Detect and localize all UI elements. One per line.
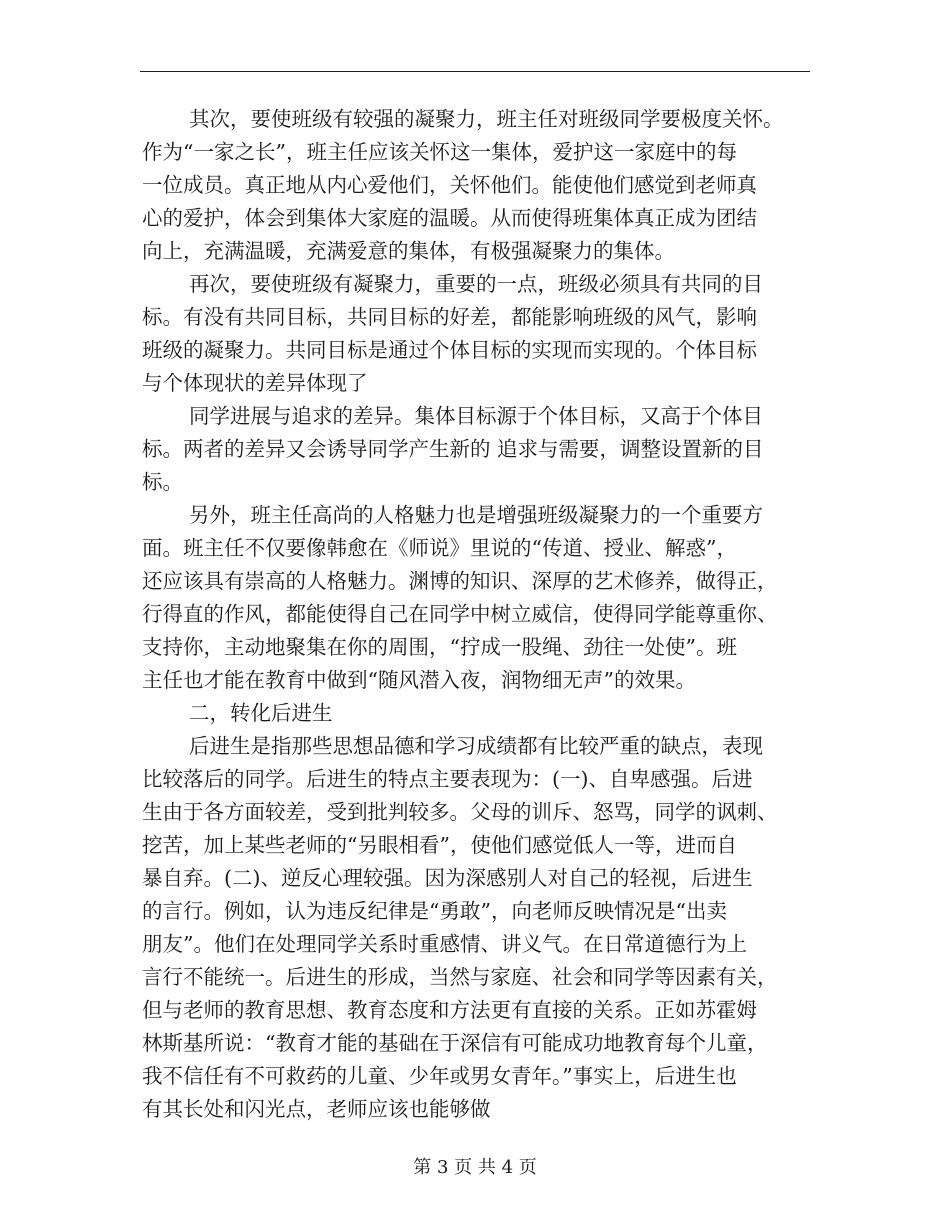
text-line: 再次，要使班级有凝聚力，重要的一点，班级必须具有共同的目: [189, 272, 763, 296]
text-line: 言行不能统一。后进生的形成，当然与家庭、社会和同学等因素有关，: [142, 965, 778, 989]
text-line: 面。班主任不仅要像韩愈在《师说》里说的“传道、授业、解惑”，: [142, 536, 737, 560]
text-line: 作为“一家之长”，班主任应该关怀这一集体，爱护这一家庭中的每: [142, 140, 737, 164]
header-rule: [140, 71, 810, 72]
text-line: 主任也才能在教育中做到“随风潜入夜，润物细无声”的效果。: [142, 668, 696, 692]
page-number-footer: 第 3 页 共 4 页: [413, 1157, 537, 1178]
text-line: 向上，充满温暖，充满爱意的集体，有极强凝聚力的集体。: [142, 239, 675, 263]
body-text: [142, 103, 812, 1126]
text-line: 的言行。例如，认为违反纪律是“勇敢”，向老师反映情况是“出卖: [142, 899, 727, 923]
text-line: 有其长处和闪光点，老师应该也能够做: [142, 1097, 491, 1121]
text-line: 后进生是指那些思想品德和学习成绩都有比较严重的缺点，表现: [189, 734, 763, 758]
text-line: 但与老师的教育思想、教育态度和方法更有直接的关系。正如苏霍姆: [142, 998, 757, 1022]
text-line: 比较落后的同学。后进生的特点主要表现为：(一)、自卑感强。后进: [142, 767, 753, 791]
text-line: 挖苦，加上某些老师的“另眼相看”，使他们感觉低人一等，进而自: [142, 833, 737, 857]
text-line: 标。两者的差异又会诱导同学产生新的 追求与需要，调整设置新的目: [142, 437, 764, 461]
text-line: 一位成员。真正地从内心爱他们，关怀他们。能使他们感觉到老师真: [142, 173, 757, 197]
text-line: 标。: [142, 470, 183, 494]
text-line: 班级的凝聚力。共同目标是通过个体目标的实现而实现的。个体目标: [142, 338, 757, 362]
text-line: 标。有没有共同目标，共同目标的好差，都能影响班级的风气，影响: [142, 305, 757, 329]
text-line: 行得直的作风，都能使得自己在同学中树立威信，使得同学能尊重你、: [142, 602, 778, 626]
section-heading: 二，转化后进生: [189, 701, 333, 725]
text-line: 生由于各方面较差，受到批判较多。父母的训斥、怒骂，同学的讽刺、: [142, 800, 778, 824]
text-line: 另外，班主任高尚的人格魅力也是增强班级凝聚力的一个重要方: [189, 503, 763, 527]
text-line: 其次，要使班级有较强的凝聚力，班主任对班级同学要极度关怀。: [189, 107, 784, 131]
text-line: 同学进展与追求的差异。集体目标源于个体目标，又高于个体目: [189, 404, 763, 428]
text-line: 支持你，主动地聚集在你的周围，“拧成一股绳、劲往一处使”。班: [142, 635, 737, 659]
text-line: 我不信任有不可救药的儿童、少年或男女青年。”事实上，后进生也: [142, 1064, 737, 1088]
text-line: 暴自弃。(二)、逆反心理较强。因为深感别人对自己的轻视，后进生: [142, 866, 753, 890]
text-line: 林斯基所说：“教育才能的基础在于深信有可能成功地教育每个儿童，: [142, 1031, 768, 1055]
text-line: 还应该具有崇高的人格魅力。渊博的知识、深厚的艺术修养，做得正，: [142, 569, 778, 593]
text-line: 与个体现状的差异体现了: [142, 371, 368, 395]
text-line: 心的爱护，体会到集体大家庭的温暖。从而使得班集体真正成为团结: [142, 206, 757, 230]
text-line: 朋友”。他们在处理同学关系时重感情、讲义气。在日常道德行为上: [142, 932, 747, 956]
